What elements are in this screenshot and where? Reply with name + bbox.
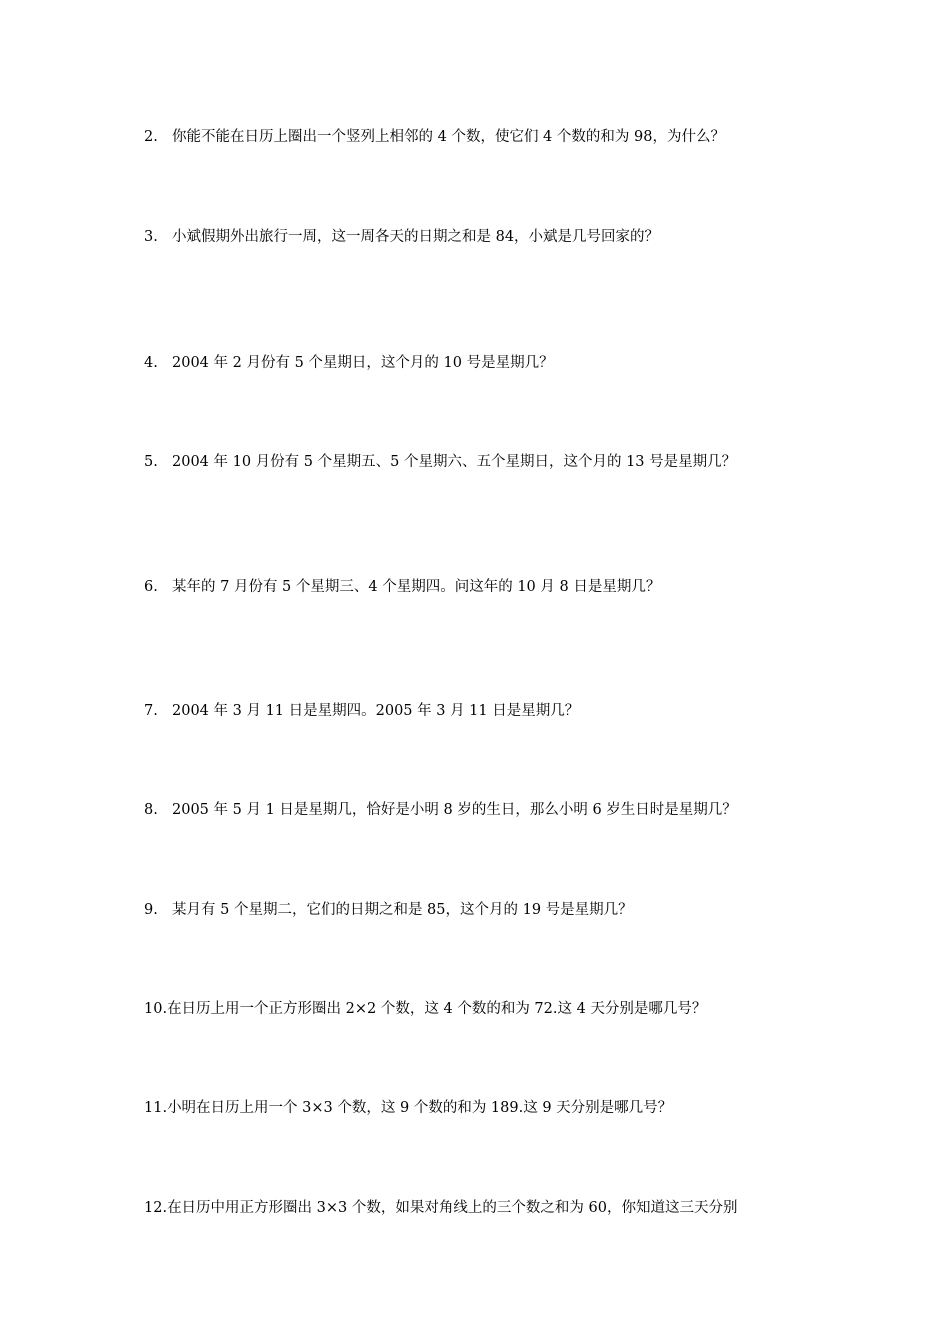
question-5 xyxy=(144,452,844,472)
question-number: 8. xyxy=(144,802,158,818)
question-7 xyxy=(144,701,844,721)
question-text: 2004 年 3 月 11 日是星期四。2005 年 3 月 11 日是星期几？ xyxy=(172,703,580,719)
question-number: 7. xyxy=(144,703,158,719)
question-number: 11. xyxy=(144,1100,168,1116)
question-8 xyxy=(144,800,844,820)
question-text: 小斌假期外出旅行一周，这一周各天的日期之和是 84，小斌是几号回家的？ xyxy=(172,229,660,245)
question-text: 某年的 7 月份有 5 个星期三、4 个星期四。问这年的 10 月 8 日是星期几？ xyxy=(172,579,661,595)
question-11 xyxy=(144,1098,844,1118)
question-text: 小明在日历上用一个 3×3 个数，这 9 个数的和为 189.这 9 天分别是哪几号？ xyxy=(167,1100,673,1116)
question-text: 在日历中用正方形圈出 3×3 个数，如果对角线上的三个数之和为 60，你知道这三天分别 xyxy=(167,1200,738,1216)
question-number: 12. xyxy=(144,1200,168,1216)
question-10 xyxy=(144,999,844,1019)
question-number: 2. xyxy=(144,129,158,145)
question-text: 在日历上用一个正方形圈出 2×2 个数，这 4 个数的和为 72.这 4 天分别是哪几号？ xyxy=(167,1001,707,1017)
question-9 xyxy=(144,900,844,920)
question-number: 6. xyxy=(144,579,158,595)
question-2 xyxy=(144,127,844,147)
question-text: 2005 年 5 月 1 日是星期几，恰好是小明 8 岁的生日，那么小明 6 岁生日时是星期几？ xyxy=(172,802,737,818)
question-number: 3. xyxy=(144,229,158,245)
question-6 xyxy=(144,577,844,597)
question-text: 2004 年 2 月份有 5 个星期日，这个月的 10 号是星期几？ xyxy=(172,355,554,371)
question-text: 2004 年 10 月份有 5 个星期五、5 个星期六、五个星期日，这个月的 13 号是星期几？ xyxy=(172,454,737,470)
question-3 xyxy=(144,227,844,247)
question-4 xyxy=(144,353,844,373)
question-text: 你能不能在日历上圈出一个竖列上相邻的 4 个数，使它们 4 个数的和为 98，为什么？ xyxy=(172,129,725,145)
question-12 xyxy=(144,1198,844,1218)
question-number: 4. xyxy=(144,355,158,371)
question-number: 10. xyxy=(144,1001,168,1017)
question-number: 9. xyxy=(144,902,158,918)
question-number: 5. xyxy=(144,454,158,470)
question-text: 某月有 5 个星期二，它们的日期之和是 85，这个月的 19 号是星期几？ xyxy=(172,902,633,918)
